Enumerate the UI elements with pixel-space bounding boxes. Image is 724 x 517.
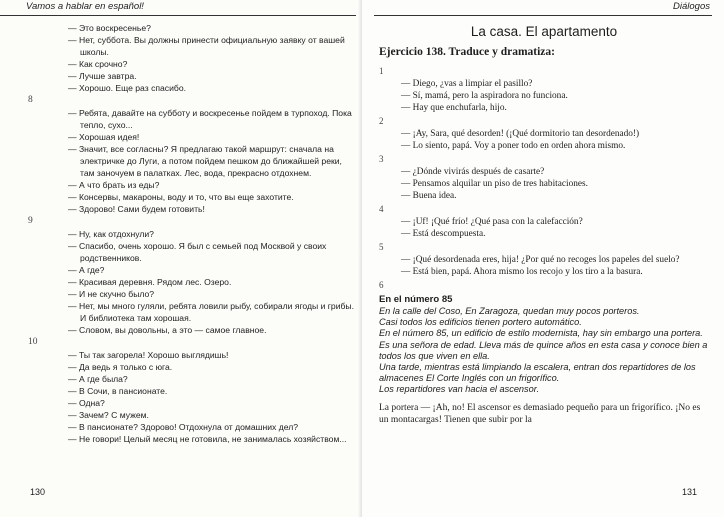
- dialogue-line: — А где?: [68, 265, 105, 275]
- right-page: [362, 0, 724, 517]
- left-page-header: [0, 0, 356, 16]
- dialogue-line: — Хорошо. Еще раз спасибо.: [68, 83, 186, 93]
- reading-paragraph: En el número 85, un edificio de estilo modernista, hay sin embargo una portera. Es una señora de edad. Lleva más de quince años en esta casa y conoce bien a todos los que viven en ella.: [379, 328, 708, 361]
- left-page-dialogues: [28, 22, 356, 445]
- dialogue-line: — Hay que enchufarla, hijo.: [401, 103, 507, 113]
- left-header-title: Vamos a hablar en español!: [26, 1, 144, 12]
- dialogue-block: [379, 152, 711, 202]
- dialogue-line: — ¡Qué desordenada eres, hija! ¿Por qué no recoges los papeles del suelo?: [401, 255, 680, 265]
- dialogue-line: — В пансионате? Здорово! Отдохнула от домашних дел?: [68, 422, 299, 432]
- reading-section: [379, 278, 711, 426]
- dialogue-line: — Это воскресенье?: [68, 23, 151, 33]
- dialogue-line: — Ты так загорела! Хорошо выглядишь!: [68, 350, 229, 360]
- right-header-title: Diálogos: [673, 1, 710, 12]
- left-page-number: 130: [30, 487, 46, 497]
- reading-number: 6: [379, 280, 384, 290]
- reading-paragraph: En la calle del Coso, En Zaragoza, quedan muy pocos porteros.: [379, 306, 640, 316]
- dialogue-number: 3: [379, 154, 384, 164]
- dialogue-line: — Лучше завтра.: [68, 71, 137, 81]
- dialogue-line: — Красивая деревня. Рядом лес. Озеро.: [68, 277, 232, 287]
- dialogue-line: — Как срочно?: [68, 59, 128, 69]
- dialogue-line: — Одна?: [68, 398, 105, 408]
- dialogue-line: — А где была?: [68, 374, 128, 384]
- dialogue-number: 5: [379, 242, 384, 252]
- reading-title: En el número 85: [379, 294, 453, 305]
- dialogue-line: — Diego, ¿vas a limpiar el pasillo?: [401, 79, 533, 89]
- dialogue-line: — ¡Ay, Sara, qué desorden! (¡Qué dormitorio tan desordenado!): [401, 129, 640, 139]
- exercise-heading: Ejercicio 138. Traduce y dramatiza:: [379, 46, 555, 58]
- dialogue-line: — Нет, мы много гуляли, ребята ловили рыбу, собирали ягоды и грибы. И библиотека там хорошая.: [68, 301, 354, 323]
- right-page-dialogues: [379, 64, 711, 426]
- dialogue-line: — Ну, как отдохнули?: [68, 229, 154, 239]
- dialogue-line: — Está bien, papá. Ahora mismo los recojo y los tiro a la basura.: [401, 267, 643, 277]
- chapter-title: La casa. El apartamento: [470, 24, 618, 39]
- dialogue-block: [379, 202, 711, 240]
- dialogue-block: [28, 94, 356, 215]
- dialogue-line: — Нет, суббота. Вы должны принести официальную заявку от вашей школы.: [68, 35, 345, 57]
- dialogue-number: 10: [28, 337, 38, 347]
- reading-paragraph: Los repartidores van hacia el ascensor.: [379, 384, 540, 395]
- dialogue-line: — Словом, вы довольны, а это — самое главное.: [68, 325, 267, 335]
- dialogue-number: 1: [379, 66, 384, 76]
- dialogue-number: 9: [28, 216, 33, 226]
- right-page-number: 131: [682, 487, 698, 497]
- dialogue-block: [379, 64, 711, 114]
- dialogue-line: — Значит, все согласны? Я предлагаю такой маршрут: сначала на электричке до Луги, а потом пойдем пешком до ближайшей реки, там заночуем в палатках. Лес, вода, прекрасно отдохнем.: [68, 144, 342, 178]
- dialogue-line: — Здорово! Сами будем готовить!: [68, 204, 205, 214]
- dialogue-line: — Не говори! Целый месяц не готовила, не занималась хозяйством...: [68, 434, 347, 444]
- dialogue-line: — Pensamos alquilar un piso de tres habitaciones.: [401, 179, 588, 189]
- dialogue-number: 4: [379, 204, 384, 214]
- reading-paragraph: Casi todos los edificios tienen portero automático.: [379, 317, 582, 328]
- dialogue-line: — Спасибо, очень хорошо. Я был с семьей под Москвой у своих родственников.: [68, 241, 327, 263]
- reading-dialog-line: La portera — ¡Ah, no! El ascensor es demasiado pequeño para un frigorífico. ¡No es un montacargas! Tienen que subir por la: [379, 402, 701, 425]
- dialogue-number: 8: [28, 95, 33, 105]
- dialogue-block: [28, 336, 356, 445]
- dialogue-line: — В Сочи, в пансионате.: [68, 386, 168, 396]
- reading-paragraph: Una tarde, mientras está limpiando la escalera, entran dos repartidores de los almacenes El Corte Inglés con un frigorífico.: [379, 362, 696, 384]
- dialogue-line: — Sí, mamá, pero la aspiradora no funciona.: [401, 91, 568, 101]
- dialogue-block: [28, 215, 356, 336]
- dialogue-block: [379, 240, 711, 278]
- dialogue-block: [28, 22, 356, 94]
- dialogue-line: — Консервы, макароны, воду и то, что вы еще захотите.: [68, 192, 294, 202]
- dialogue-line: — Está descompuesta.: [401, 229, 486, 239]
- dialogue-line: — Ребята, давайте на субботу и воскресенье пойдем в турпоход. Пока тепло, сухо...: [68, 108, 352, 130]
- dialogue-line: — Хорошая идея!: [68, 132, 140, 142]
- dialogue-line: — ¡Uf! ¡Qué frío! ¿Qué pasa con la calefacción?: [401, 217, 583, 227]
- dialogue-line: — Зачем? С мужем.: [68, 410, 149, 420]
- dialogue-line: — А что брать из еды?: [68, 180, 160, 190]
- right-page-header: [374, 0, 712, 16]
- dialogue-block: [379, 114, 711, 152]
- dialogue-line: — Buena idea.: [401, 191, 457, 201]
- dialogue-number: 2: [379, 116, 384, 126]
- dialogue-line: — Lo siento, papá. Voy a poner todo en orden ahora mismo.: [401, 141, 626, 151]
- dialogue-line: — И не скучно было?: [68, 289, 155, 299]
- dialogue-line: — Да ведь я только с юга.: [68, 362, 173, 372]
- dialogue-line: — ¿Dónde vivirás después de casarte?: [401, 167, 545, 177]
